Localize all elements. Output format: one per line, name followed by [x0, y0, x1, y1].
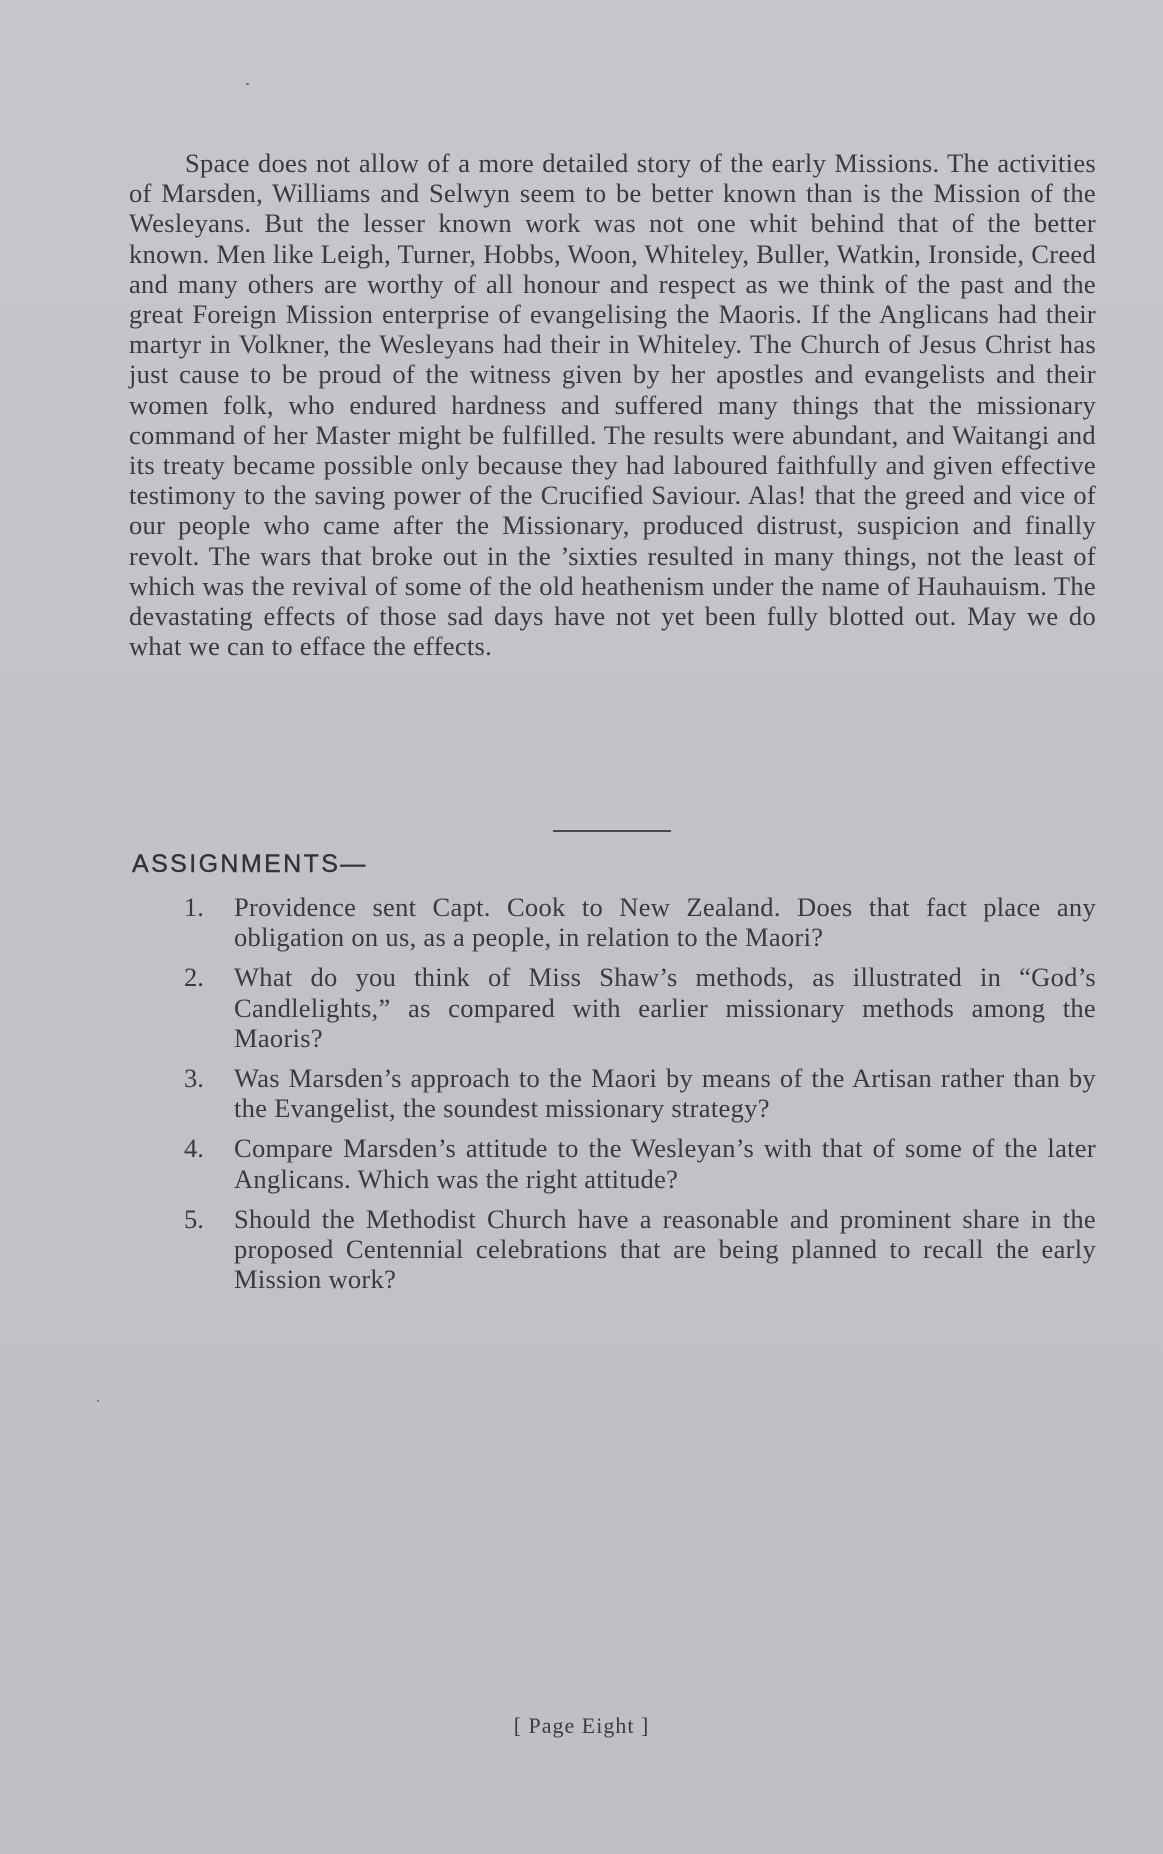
list-item: [184, 962, 1096, 1053]
assignment-number: 5.: [184, 1203, 204, 1234]
list-item: [184, 1133, 1096, 1193]
assignment-text: Compare Marsden’s attitude to the Wesleyan’s with that of some of the later Anglicans. Which was the right attitude?: [234, 1133, 1096, 1194]
assignments-heading: ASSIGNMENTS—: [132, 850, 368, 878]
assignment-number: 2.: [184, 962, 204, 993]
paper-speck: [246, 83, 249, 85]
assignment-text: Was Marsden’s approach to the Maori by means of the Artisan rather than by the Evangelist, the soundest missionary strategy?: [234, 1063, 1096, 1124]
assignment-text: What do you think of Miss Shaw’s methods, as illustrated in “God’s Candlelights,” as compared with earlier missionary methods among the Maoris?: [234, 962, 1096, 1053]
assignment-text: Should the Methodist Church have a reasonable and prominent share in the proposed Centennial celebrations that are being planned to recall the early Mission work?: [234, 1203, 1096, 1295]
assignment-number: 3.: [184, 1063, 204, 1094]
list-item: [184, 1063, 1096, 1123]
assignment-number: 1.: [184, 892, 204, 922]
assignment-text: Providence sent Capt. Cook to New Zealand. Does that fact place any obligation on us, as a people, in relation to the Maori?: [234, 892, 1096, 953]
body-paragraph: Space does not allow of a more detailed story of the early Missions. The activities of Marsden, Williams and Selwyn seem to be better known than is the Mission of the Wesleyans. But the lesser known work was not one whit behind that of the better known. Men like Leigh, Turner, Hobbs, Woon, Whiteley, Buller, Watkin, Ironside, Creed and many others are worthy of all honour and respect as we think of the past and the great Foreign Mission enterprise of evangelising the Maoris. If the Anglicans had their martyr in Volkner, the Wesleyans had their in Whiteley. The Church of Jesus Christ has just cause to be proud of the witness given by her apostles and evangelists and their women folk, who endured hardness and suffered many things that the missionary command of her Master might be fulfilled. The results were abundant, and Waitangi and its treaty became possible only because they had laboured faithfully and given effective testimony to the saving power of the Crucified Saviour. Alas! that the greed and vice of our people who came after the Missionary, produced distrust, suspicion and finally revolt. The wars that broke out in the ’sixties resulted in many things, not the least of which was the revival of some of the old heathenism under the name of Hauhauism. The devastating effects of those sad days have not yet been fully blotted out. May we do what we can to efface the effects.: [129, 148, 1096, 662]
page-number: [ Page Eight ]: [513, 1713, 650, 1738]
assignment-number: 4.: [184, 1133, 204, 1164]
list-item: [184, 1204, 1096, 1295]
list-item: [184, 892, 1096, 952]
paper-speck: [97, 1400, 99, 1402]
assignments-list: [184, 892, 1096, 1304]
section-divider: [553, 830, 671, 832]
